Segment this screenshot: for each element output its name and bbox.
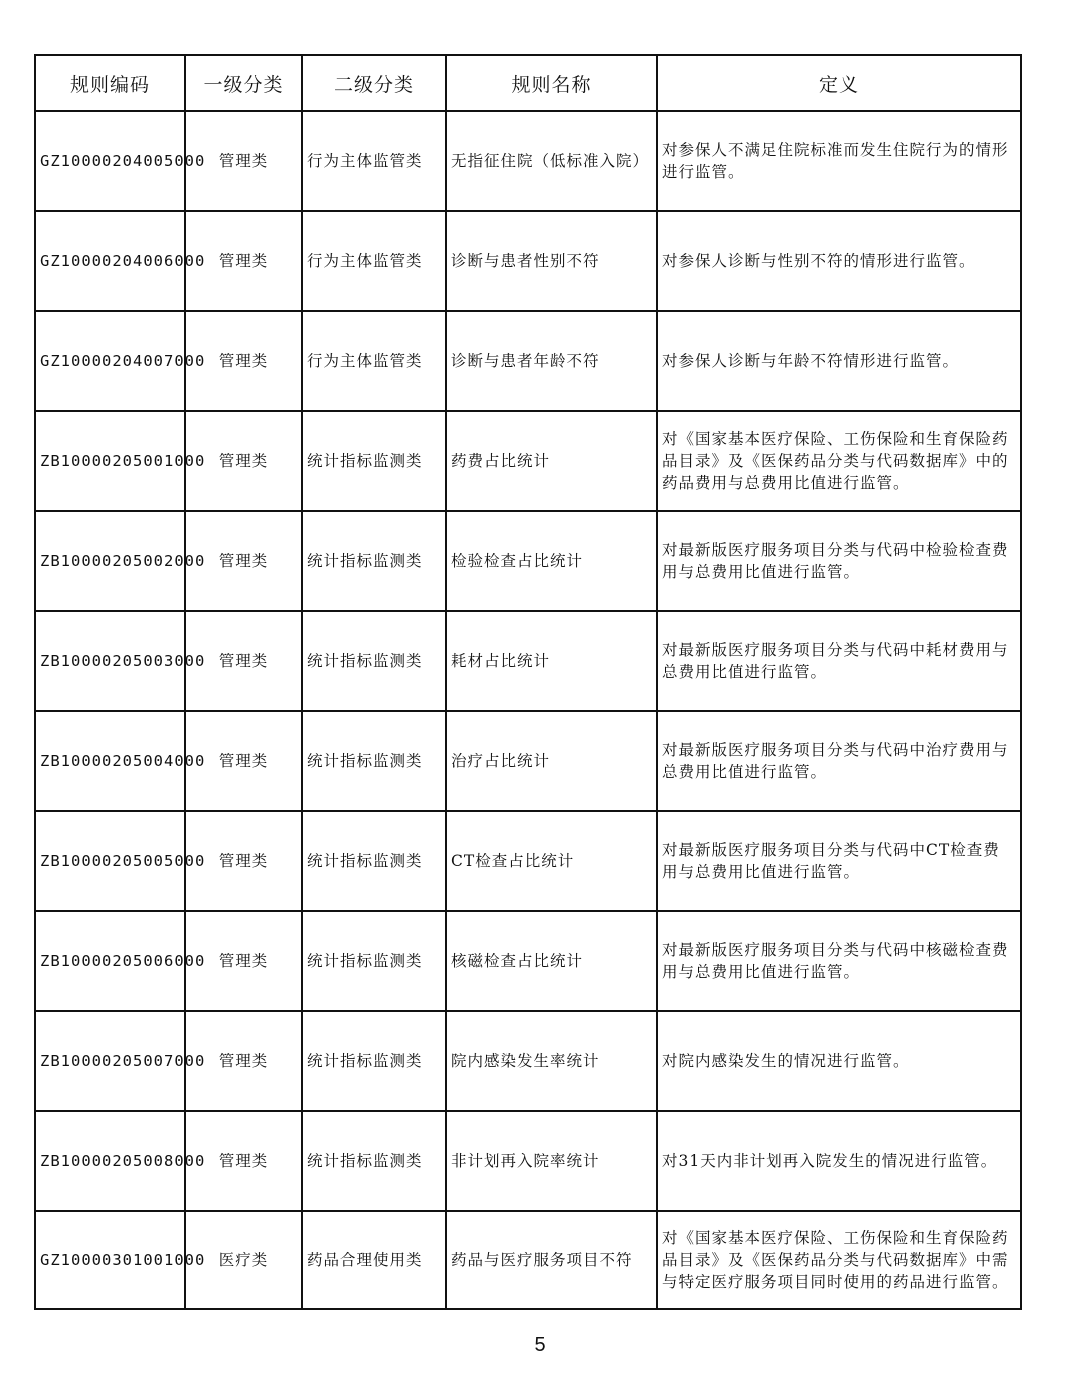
table-header-row (35, 55, 1021, 111)
table-row (35, 111, 1021, 211)
table-row (35, 611, 1021, 711)
definition-cell: 对最新版医疗服务项目分类与代码中CT检查费用与总费用比值进行监管。 (657, 811, 1021, 911)
level1-category-cell: 管理类 (185, 111, 302, 211)
definition-cell: 对最新版医疗服务项目分类与代码中耗材费用与总费用比值进行监管。 (657, 611, 1021, 711)
rule-code-cell: GZ10000301001000 (35, 1211, 185, 1309)
rule-code-cell: GZ10000204007000 (35, 311, 185, 411)
rule-code-cell: ZB10000205008000 (35, 1111, 185, 1211)
rule-code-cell: ZB10000205003000 (35, 611, 185, 711)
level1-category-cell: 管理类 (185, 411, 302, 511)
table-row (35, 911, 1021, 1011)
level1-category-cell: 管理类 (185, 311, 302, 411)
rule-name-cell: 诊断与患者年龄不符 (446, 311, 657, 411)
definition-cell: 对参保人不满足住院标准而发生住院行为的情形进行监管。 (657, 111, 1021, 211)
definition-cell: 对最新版医疗服务项目分类与代码中核磁检查费用与总费用比值进行监管。 (657, 911, 1021, 1011)
header-rule-name: 规则名称 (446, 55, 657, 111)
definition-cell: 对最新版医疗服务项目分类与代码中治疗费用与总费用比值进行监管。 (657, 711, 1021, 811)
header-level1-category: 一级分类 (185, 55, 302, 111)
level1-category-cell: 管理类 (185, 811, 302, 911)
table-row (35, 1211, 1021, 1309)
level2-category-cell: 行为主体监管类 (302, 111, 446, 211)
rule-name-cell: 药费占比统计 (446, 411, 657, 511)
rule-name-cell: 无指征住院（低标准入院） (446, 111, 657, 211)
level2-category-cell: 药品合理使用类 (302, 1211, 446, 1309)
level2-category-cell: 统计指标监测类 (302, 611, 446, 711)
header-rule-code: 规则编码 (35, 55, 185, 111)
rule-code-cell: ZB10000205007000 (35, 1011, 185, 1111)
level2-category-cell: 统计指标监测类 (302, 1111, 446, 1211)
rule-code-cell: ZB10000205002000 (35, 511, 185, 611)
level2-category-cell: 统计指标监测类 (302, 1011, 446, 1111)
table-row (35, 511, 1021, 611)
level1-category-cell: 医疗类 (185, 1211, 302, 1309)
definition-cell: 对《国家基本医疗保险、工伤保险和生育保险药品目录》及《医保药品分类与代码数据库》中的药品费用与总费用比值进行监管。 (657, 411, 1021, 511)
level2-category-cell: 行为主体监管类 (302, 311, 446, 411)
table-row (35, 1011, 1021, 1111)
rule-name-cell: 药品与医疗服务项目不符 (446, 1211, 657, 1309)
level1-category-cell: 管理类 (185, 911, 302, 1011)
header-definition: 定义 (657, 55, 1021, 111)
table-row (35, 1111, 1021, 1211)
table-row (35, 811, 1021, 911)
rule-name-cell: 耗材占比统计 (446, 611, 657, 711)
table-row (35, 711, 1021, 811)
header-level2-category: 二级分类 (302, 55, 446, 111)
definition-cell: 对《国家基本医疗保险、工伤保险和生育保险药品目录》及《医保药品分类与代码数据库》中需与特定医疗服务项目同时使用的药品进行监管。 (657, 1211, 1021, 1309)
rule-name-cell: 非计划再入院率统计 (446, 1111, 657, 1211)
level1-category-cell: 管理类 (185, 611, 302, 711)
definition-cell: 对参保人诊断与年龄不符情形进行监管。 (657, 311, 1021, 411)
table-row (35, 411, 1021, 511)
rule-code-cell: GZ10000204006000 (35, 211, 185, 311)
rule-name-cell: 院内感染发生率统计 (446, 1011, 657, 1111)
rule-name-cell: 检验检查占比统计 (446, 511, 657, 611)
rule-code-cell: ZB10000205006000 (35, 911, 185, 1011)
level2-category-cell: 统计指标监测类 (302, 911, 446, 1011)
definition-cell: 对最新版医疗服务项目分类与代码中检验检查费用与总费用比值进行监管。 (657, 511, 1021, 611)
rule-name-cell: CT检查占比统计 (446, 811, 657, 911)
level2-category-cell: 统计指标监测类 (302, 811, 446, 911)
rule-name-cell: 核磁检查占比统计 (446, 911, 657, 1011)
definition-cell: 对参保人诊断与性别不符的情形进行监管。 (657, 211, 1021, 311)
definition-cell: 对院内感染发生的情况进行监管。 (657, 1011, 1021, 1111)
rule-name-cell: 诊断与患者性别不符 (446, 211, 657, 311)
table-row (35, 211, 1021, 311)
page-number: 5 (534, 1334, 546, 1356)
rule-code-cell: ZB10000205004000 (35, 711, 185, 811)
level1-category-cell: 管理类 (185, 511, 302, 611)
level2-category-cell: 统计指标监测类 (302, 511, 446, 611)
level1-category-cell: 管理类 (185, 1111, 302, 1211)
level1-category-cell: 管理类 (185, 711, 302, 811)
rules-table (34, 54, 1022, 1310)
rule-code-cell: GZ10000204005000 (35, 111, 185, 211)
rule-code-cell: ZB10000205005000 (35, 811, 185, 911)
level2-category-cell: 行为主体监管类 (302, 211, 446, 311)
level1-category-cell: 管理类 (185, 1011, 302, 1111)
level1-category-cell: 管理类 (185, 211, 302, 311)
table-row (35, 311, 1021, 411)
level2-category-cell: 统计指标监测类 (302, 411, 446, 511)
rule-code-cell: ZB10000205001000 (35, 411, 185, 511)
definition-cell: 对31天内非计划再入院发生的情况进行监管。 (657, 1111, 1021, 1211)
level2-category-cell: 统计指标监测类 (302, 711, 446, 811)
rule-name-cell: 治疗占比统计 (446, 711, 657, 811)
